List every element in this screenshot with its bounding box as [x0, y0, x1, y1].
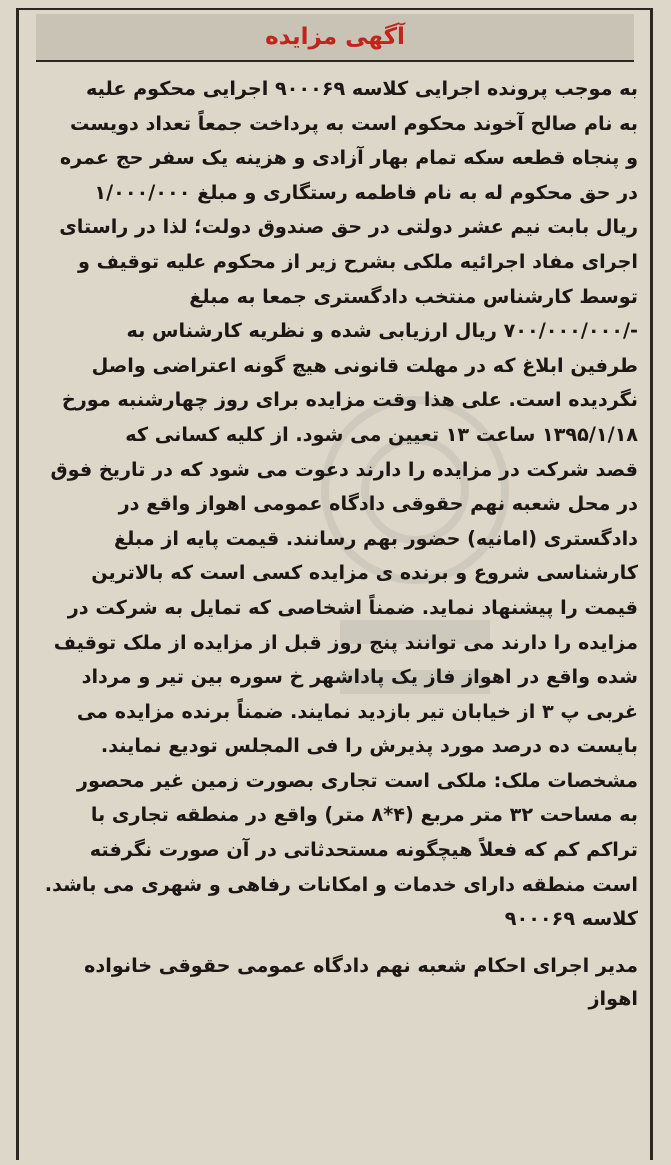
body-line: بایست ده درصد مورد پذیرش را فی المجلس تودیع نمایند.: [100, 734, 638, 758]
body-line: قصد شرکت در مزایده را دارند دعوت می شود که در تاریخ فوق: [50, 457, 638, 481]
body-line: تراکم کم که فعلاً هیچگونه مستحدثاتی در آن صورت نگرفته: [89, 838, 638, 862]
body-line: در حق محکوم له به نام فاطمه رستگاری و مبلغ ۱/۰۰۰/۰۰۰: [94, 180, 638, 204]
body-line: نگردیده است. علی هذا وقت مزایده برای روز چهارشنبه مورخ: [61, 388, 638, 412]
body-line: ریال بابت نیم عشر دولتی در حق صندوق دولت؛ لذا در راستای: [59, 215, 638, 239]
body-line: -/۷۰۰/۰۰۰/۰۰۰ ریال ارزیابی شده و نظریه کارشناس به: [126, 319, 638, 343]
case-number-line: کلاسه ۹۰۰۰۶۹: [504, 907, 638, 931]
body-line: ۱۳۹۵/۱/۱۸ ساعت ۱۳ تعیین می شود. از کلیه کسانی که: [125, 422, 638, 446]
body-line: توسط کارشناس منتخب دادگستری جمعا به مبلغ: [189, 284, 638, 308]
body-line: قیمت را پیشنهاد نماید. ضمناً اشخاصی که تمایل به شرکت در: [67, 595, 638, 619]
body-line: است منطقه دارای خدمات و امکانات رفاهی و شهری می باشد.: [44, 872, 638, 896]
notice-title: آگهی مزایده: [265, 24, 405, 50]
body-line: غربی پ ۳ از خیابان تیر بازدید نمایند. ضمناً برنده مزایده می: [76, 699, 638, 723]
notice-body: [34, 72, 638, 1015]
body-line: کارشناسی شروع و برنده ی مزایده کسی است که بالاترین: [91, 561, 638, 585]
body-line: به مساحت ۳۲ متر مربع (۴*۸ متر) واقع در منطقه تجاری با: [90, 803, 638, 827]
body-line: مشخصات ملک: ملکی است تجاری بصورت زمین غیر محصور: [76, 768, 638, 792]
body-line: به موجب پرونده اجرایی کلاسه ۹۰۰۰۶۹ اجرایی محکوم علیه: [86, 77, 638, 100]
notice-header: [36, 14, 634, 62]
signature-line: مدیر اجرای احکام شعبه نهم دادگاه عمومی حقوقی خانواده: [84, 953, 638, 977]
body-line: و پنجاه قطعه سکه تمام بهار آزادی و هزینه یک سفر حج عمره: [59, 146, 638, 170]
body-line: مزایده را دارند می توانند پنج روز قبل از مزایده از ملک توقیف: [53, 630, 638, 654]
body-line: دادگستری (امانیه) حضور بهم رسانند. قیمت پایه از مبلغ: [114, 526, 638, 550]
body-line: طرفین ابلاغ که در مهلت قانونی هیچ گونه اعتراضی واصل: [91, 353, 638, 377]
signature-block: [34, 949, 638, 1015]
body-line: اجرای مفاد اجرائیه ملکی بشرح زیر از محکوم علیه توقیف و: [78, 249, 638, 273]
body-line: در محل شعبه نهم حقوقی دادگاه عمومی اهواز واقع در: [118, 492, 638, 516]
body-line: به نام صالح آخوند محکوم است به پرداخت جمعاً تعداد دویست: [70, 111, 638, 135]
signature-line: اهواز: [588, 986, 638, 1010]
body-line: شده واقع در اهواز فاز یک پاداشهر خ سوره بین تیر و مرداد: [81, 665, 638, 689]
